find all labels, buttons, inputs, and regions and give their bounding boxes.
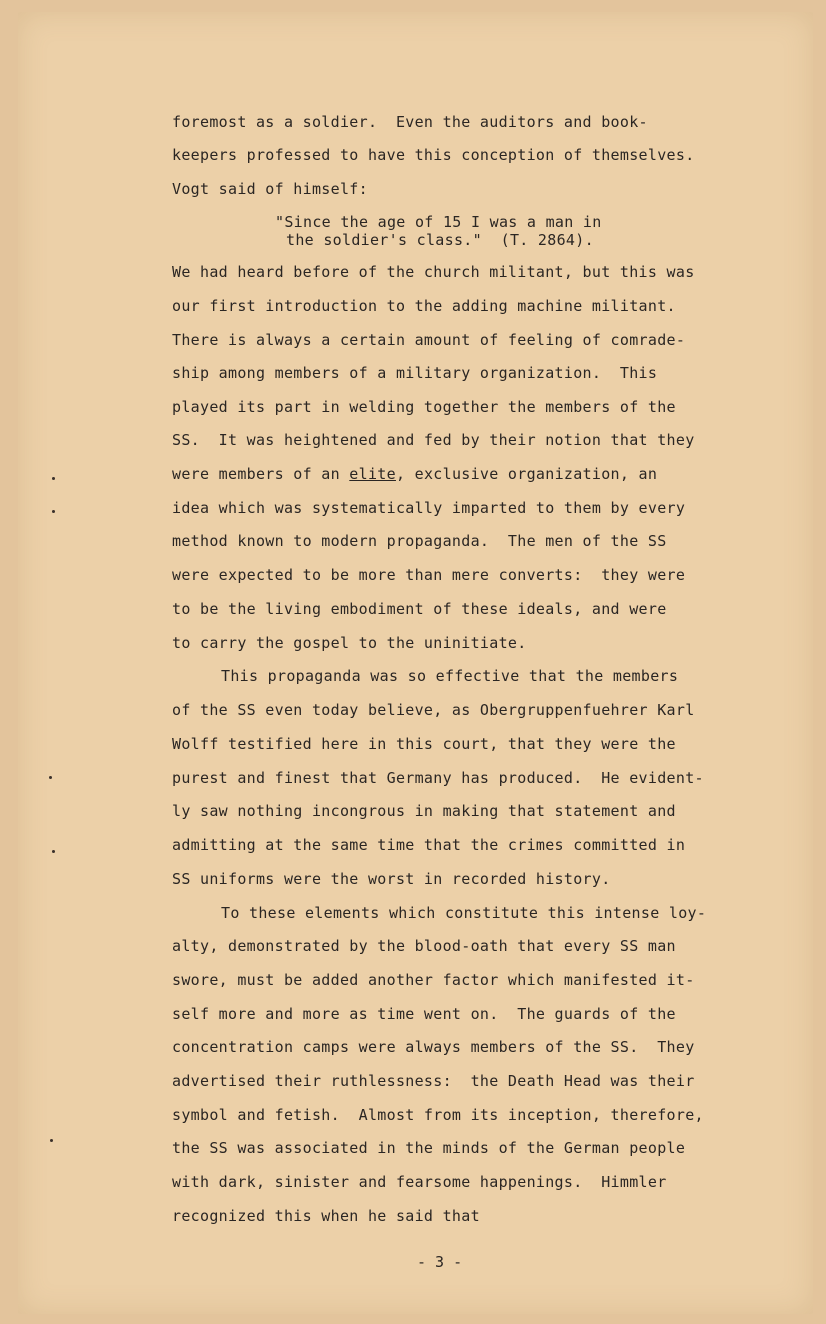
ink-speck (49, 776, 52, 779)
text-line: with dark, sinister and fearsome happenings. Himmler (172, 1173, 667, 1191)
text-line: Vogt said of himself: (172, 180, 368, 198)
text-line: alty, demonstrated by the blood-oath that every SS man (172, 937, 676, 955)
paragraph-start-line: To these elements which constitute this intense loy- (221, 904, 707, 922)
text-line: advertised their ruthlessness: the Death Head was their (172, 1072, 695, 1090)
paragraph-start-line: This propaganda was so effective that the members (221, 667, 679, 685)
underlined-word-elite: elite (349, 465, 396, 483)
text-line: method known to modern propaganda. The men of the SS (172, 532, 667, 550)
page-number: - 3 - (417, 1253, 463, 1271)
text-line: purest and finest that Germany has produced. He evident- (172, 769, 704, 787)
text-line: were expected to be more than mere converts: they were (172, 566, 686, 584)
text-line: to carry the gospel to the uninitiate. (172, 634, 527, 652)
text-line: the SS was associated in the minds of the German people (172, 1139, 686, 1157)
text-line: SS. It was heightened and fed by their notion that they (172, 431, 695, 449)
text-line: There is always a certain amount of feeling of comrade- (172, 331, 686, 349)
text-line: admitting at the same time that the crimes committed in (172, 836, 686, 854)
text-line: swore, must be added another factor which manifested it- (172, 971, 695, 989)
text-line: ly saw nothing incongrous in making that statement and (172, 802, 676, 820)
ink-speck (52, 850, 55, 853)
text-line: concentration camps were always members of the SS. They (172, 1038, 695, 1056)
text-line: played its part in welding together the members of the (172, 398, 676, 416)
text-line: SS uniforms were the worst in recorded history. (172, 870, 611, 888)
block-quote-line: the soldier's class." (T. 2864). (286, 231, 594, 249)
text-segment: , exclusive organization, an (395, 465, 658, 483)
text-line: keepers professed to have this conception of themselves. (172, 146, 695, 164)
block-quote-line: "Since the age of 15 I was a man in (275, 213, 602, 231)
text-line: idea which was systematically imparted to them by every (172, 499, 686, 517)
text-segment: were members of an (172, 465, 350, 483)
text-line: our first introduction to the adding machine militant. (172, 297, 676, 315)
text-line: recognized this when he said that (172, 1207, 480, 1225)
text-line: foremost as a soldier. Even the auditors and book- (172, 113, 648, 131)
text-line: We had heard before of the church militant, but this was (172, 263, 695, 281)
ink-speck (52, 477, 55, 480)
ink-speck (52, 510, 55, 513)
text-line: self more and more as time went on. The guards of the (172, 1005, 676, 1023)
text-line (172, 464, 657, 484)
text-line: Wolff testified here in this court, that they were the (172, 735, 676, 753)
text-line: ship among members of a military organization. This (172, 364, 658, 382)
text-line: of the SS even today believe, as Obergruppenfuehrer Karl (172, 701, 695, 719)
ink-speck (50, 1139, 53, 1142)
text-line: symbol and fetish. Almost from its inception, therefore, (172, 1106, 704, 1124)
text-line: to be the living embodiment of these ideals, and were (172, 600, 667, 618)
